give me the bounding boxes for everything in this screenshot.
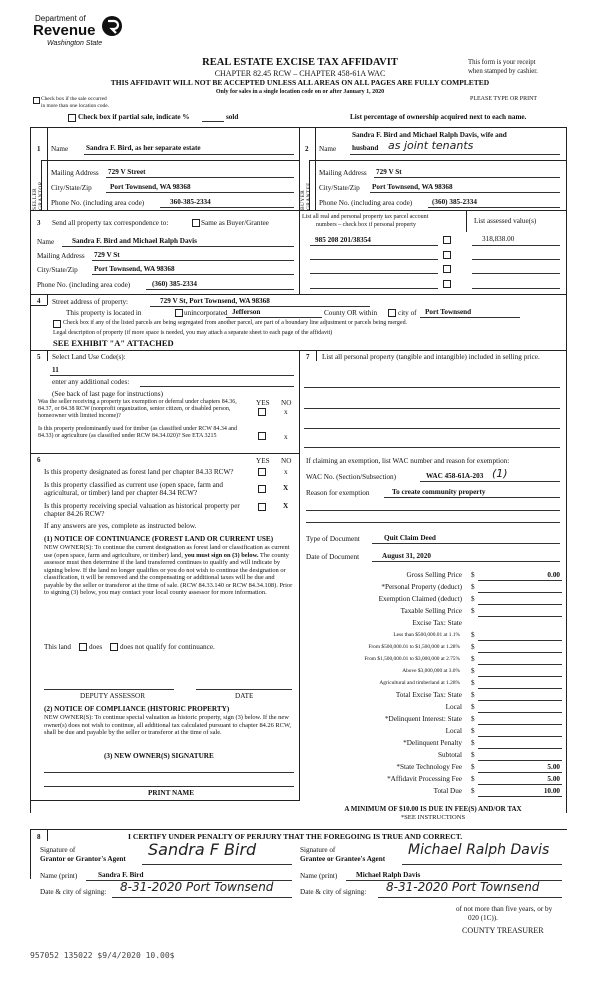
total-due-label: Total Due xyxy=(433,787,462,795)
county-label: County OR within xyxy=(324,309,378,317)
assessor-date-line xyxy=(196,689,292,690)
land-use-no-header: NO xyxy=(281,399,292,407)
unincorporated-checkbox[interactable] xyxy=(175,309,183,317)
parcel-line-3 xyxy=(310,273,438,274)
q2-no-mark: x xyxy=(284,433,288,441)
buyer-phone[interactable]: (360) 385-2334 xyxy=(432,198,477,206)
seller-side-label: SELLER GRANTOR xyxy=(32,181,44,210)
grantor-date-line xyxy=(112,897,292,898)
local-2-label: Local xyxy=(445,727,462,735)
affidavit-fee-label: *Affidavit Processing Fee xyxy=(387,775,462,783)
corr-city[interactable]: Port Townsend, WA 98368 xyxy=(94,265,175,273)
additional-codes-line xyxy=(140,386,294,387)
grantor-sig-label-1: Signature of xyxy=(40,846,76,854)
same-as-buyer-label: Same as Buyer/Grantee xyxy=(201,219,269,227)
delinquent-interest-dollar: $ xyxy=(471,715,475,723)
grantee-date-city-label: Date & city of signing: xyxy=(300,888,367,896)
assessed-line-2 xyxy=(472,259,560,260)
timber-question: Is this property predominantly used for timber (as classified under RCW 84.34 and 84.33) or agriculture (as classified under RCW 84.34.020)? See ETA 3215 xyxy=(38,426,238,440)
taxable-dollar: $ xyxy=(471,607,475,615)
gross-value[interactable]: 0.00 xyxy=(547,571,560,579)
personal-property-label: List all personal property (tangible and intangible) included in selling price. xyxy=(322,353,540,361)
local-dollar: $ xyxy=(471,703,475,711)
section-1-number: 1 xyxy=(37,145,41,153)
parcel-1-checkbox[interactable] xyxy=(443,236,451,244)
certification-statement: I CERTIFY UNDER PENALTY OF PERJURY THAT THE FOREGOING IS TRUE AND CORRECT. xyxy=(128,832,463,841)
form-chapter: CHAPTER 82.45 RCW – CHAPTER 458-61A WAC xyxy=(214,69,386,78)
grantor-signature[interactable]: Sandra F Bird xyxy=(148,840,257,859)
tier-1-label: Less than $500,000.01 at 1.1% xyxy=(393,632,460,638)
grantor-name[interactable]: Sandra F. Bird xyxy=(98,871,144,879)
grantee-name-label: Name (print) xyxy=(300,872,338,880)
buyer-side-label: BUYER GRANTEE xyxy=(300,182,312,210)
sales-only-note: Only for sales in a single location code on or after January 1, 2020 xyxy=(215,89,385,95)
notice1-body xyxy=(44,544,294,597)
forest-question: Is this property designated as forest land per chapter 84.33 RCW? xyxy=(44,468,234,476)
corr-phone-line xyxy=(146,289,294,290)
doc-type[interactable]: Quit Claim Deed xyxy=(384,534,436,542)
wac-number[interactable]: WAC 458-61A-203 xyxy=(426,472,484,480)
parcel-2-checkbox[interactable] xyxy=(443,251,451,259)
section-8-number: 8 xyxy=(37,833,41,841)
personal-deduct-label: *Personal Property (deduct) xyxy=(381,583,462,591)
seller-phone-label: Phone No. (including area code) xyxy=(51,199,145,207)
land-use-yes-header: YES xyxy=(256,399,270,407)
seller-name-line xyxy=(84,154,294,155)
dor-logo xyxy=(33,13,133,53)
buyer-box-divider xyxy=(315,128,316,210)
new-owner-signature-label: (3) NEW OWNER(S) SIGNATURE xyxy=(104,752,214,760)
buyer-city[interactable]: Port Townsend, WA 98368 xyxy=(372,183,453,191)
grantee-sig-line xyxy=(402,864,562,865)
reason-line xyxy=(384,497,560,498)
street-label: Street address of property: xyxy=(52,298,129,306)
new-owner-sig-line xyxy=(44,772,294,773)
affidavit-fee-line xyxy=(478,784,562,785)
assessed-line-3 xyxy=(472,273,560,274)
land-use-code-line xyxy=(50,375,294,376)
subtotal-line xyxy=(478,760,562,761)
corr-name-label: Name xyxy=(37,238,55,246)
s6-no-header: NO xyxy=(281,457,292,465)
corr-city-line xyxy=(92,274,294,275)
affidavit-fee-dollar: $ xyxy=(471,775,475,783)
tier-5-label: Agricultural and timberland at 1.28% xyxy=(379,680,460,686)
s6-yes-header: YES xyxy=(256,457,270,465)
tier-3-dollar: $ xyxy=(471,655,475,663)
current-use-question: Is this property classified as current use (open space, farm and agricultural, or timber) land per chapter 84.34 RCW? xyxy=(44,481,224,498)
notice2-title: (2) NOTICE OF COMPLIANCE (HISTORIC PROPERTY) xyxy=(44,705,230,713)
grantor-sig-label-2: Grantor or Grantor's Agent xyxy=(40,855,126,863)
additional-codes-label: enter any additional codes: xyxy=(52,378,130,386)
buyer-city-line xyxy=(370,192,560,193)
located-label: This property is located in xyxy=(66,309,142,317)
local-label: Local xyxy=(445,703,462,711)
personal-line-3 xyxy=(304,428,560,429)
q1-no-mark: x xyxy=(284,408,288,416)
grantee-date-line xyxy=(378,897,562,898)
section-7-divider xyxy=(316,350,317,361)
section-2-number: 2 xyxy=(305,145,309,153)
correspondence-label: Send all property tax correspondence to: xyxy=(52,219,169,227)
historic-no-mark: X xyxy=(283,502,289,510)
total-due-line xyxy=(478,796,562,797)
q1-yes-checkbox[interactable] xyxy=(258,408,266,416)
seller-phone-line xyxy=(160,207,294,208)
parcel-4-checkbox[interactable] xyxy=(443,280,451,288)
section-4-num-bottom xyxy=(30,305,47,306)
notice1-body-part1: NEW OWNER(S): To continue the current designation as forest land or classification as current use (open space, farm and agriculture, or timber) land, xyxy=(44,544,290,559)
assessor-sig-line xyxy=(44,689,174,690)
buyer-mailing[interactable]: 729 V St xyxy=(376,168,402,176)
total-excise-label: Total Excise Tax: State xyxy=(395,691,462,699)
section-5-number: 5 xyxy=(37,353,41,361)
minimum-note: A MINIMUM OF $10.00 IS DUE IN FEE(S) AND/OR TAX xyxy=(344,805,522,813)
segregated-checkbox[interactable] xyxy=(53,320,61,328)
seller-mailing-line xyxy=(106,177,294,178)
tier-1-dollar: $ xyxy=(471,631,475,639)
parcel-header-1: List all real and personal property tax parcel account xyxy=(302,214,429,220)
doc-type-line xyxy=(372,543,560,544)
please-type-note: PLEASE TYPE OR PRINT xyxy=(470,96,538,102)
see-instructions-note: *SEE INSTRUCTIONS xyxy=(400,814,466,821)
local-2-line xyxy=(478,736,562,737)
corr-mailing[interactable]: 729 V St xyxy=(94,251,120,259)
exemption-question: Was the seller receiving a property tax exemption or deferral under chapters 84.36, 84.37, or 84.38 RCW (nonprofit organization, senior citizen, or disabled person, homeowner with limited income)? xyxy=(38,399,237,420)
form-title: REAL ESTATE EXCISE TAX AFFIDAVIT xyxy=(202,57,398,68)
notice1-bold: you must sign on (3) below. xyxy=(184,551,259,559)
does-label: does xyxy=(89,643,103,651)
subtotal-label: Subtotal xyxy=(438,751,462,759)
seller-box-divider xyxy=(47,128,48,210)
seller-mailing-label: Mailing Address xyxy=(51,169,99,177)
section-12-bottom xyxy=(30,210,567,211)
excise-state-label: Excise Tax: State xyxy=(412,619,462,627)
buyer-name-line2[interactable]: husband xyxy=(352,144,379,152)
section-8-top xyxy=(30,829,567,830)
grantee-sig-label-2: Grantee or Grantee's Agent xyxy=(300,855,386,863)
assessed-header: List assessed value(s) xyxy=(474,217,537,225)
section-5-divider xyxy=(47,350,48,361)
seller-name[interactable]: Sandra F. Bird, as her separate estate xyxy=(86,144,201,152)
personal-line-2 xyxy=(304,408,560,409)
assessed-line-1 xyxy=(472,245,560,246)
corr-name[interactable]: Sandra F. Bird and Michael Ralph Davis xyxy=(72,237,197,245)
delinquent-interest-label: *Delinquent Interest: State xyxy=(384,715,462,723)
street-line xyxy=(150,306,370,307)
doc-date-line xyxy=(372,561,560,562)
print-name-label: PRINT NAME xyxy=(148,789,194,797)
grantee-name[interactable]: Michael Ralph Davis xyxy=(356,871,421,879)
land-does-checkbox[interactable] xyxy=(79,643,87,651)
receipt-stamp-line: 957052 135022 $9/4/2020 10.00$ xyxy=(30,951,175,960)
grantee-date-city[interactable]: 8-31-2020 Port Townsend xyxy=(386,880,540,894)
subtotal-dollar: $ xyxy=(471,751,475,759)
corr-mailing-label: Mailing Address xyxy=(37,252,85,260)
assessed-value[interactable]: 318,838.00 xyxy=(482,235,515,243)
legal-note: Legal description of property (if more space is needed, you may attach a separate sheet to each page of the affidavit) xyxy=(53,330,333,336)
forest-no-mark: x xyxy=(284,468,288,476)
section-3-number: 3 xyxy=(37,219,41,227)
buyer-city-label: City/State/Zip xyxy=(319,184,360,192)
tier-1-line xyxy=(478,640,562,641)
historic-question: Is this property receiving special valuation as historical property per chapter 84.26 RCW? xyxy=(44,502,240,519)
total-excise-line xyxy=(478,700,562,701)
seller-name-label: Name xyxy=(51,145,69,153)
section-7-number: 7 xyxy=(306,353,310,361)
reason-line-2 xyxy=(306,510,560,511)
buyer-mailing-label: Mailing Address xyxy=(319,169,367,177)
total-excise-dollar: $ xyxy=(471,691,475,699)
print-name-line xyxy=(44,786,294,787)
q2-yes-checkbox[interactable] xyxy=(258,432,266,440)
section-5-bottom xyxy=(30,453,300,454)
delinquent-penalty-label: *Delinquent Penalty xyxy=(403,739,462,747)
street-address[interactable]: 729 V St, Port Townsend, WA 98368 xyxy=(160,297,270,305)
reason-label: Reason for exemption xyxy=(306,489,370,497)
buyer-name-label: Name xyxy=(319,145,337,153)
doc-type-label: Type of Document xyxy=(306,535,360,543)
city-of-label: city of xyxy=(398,309,417,317)
corr-mailing-line xyxy=(92,260,294,261)
wac-line xyxy=(420,481,560,482)
corr-phone-label: Phone No. (including area code) xyxy=(37,281,131,289)
current-use-yes-checkbox[interactable] xyxy=(258,485,266,493)
buyer-name-line xyxy=(350,154,560,155)
logo-revenue: Revenue xyxy=(33,22,96,39)
parcel-header-2: numbers – check box if personal property xyxy=(316,222,416,228)
same-as-buyer-checkbox[interactable] xyxy=(192,219,200,227)
personal-deduct-line xyxy=(478,592,562,593)
form-warning: THIS AFFIDAVIT WILL NOT BE ACCEPTED UNLESS ALL AREAS ON ALL PAGES ARE FULLY COMPLETED xyxy=(110,78,490,87)
seller-phone[interactable]: 360-385-2334 xyxy=(170,198,211,206)
section-8-divider xyxy=(47,829,48,841)
partial-sale-checkbox[interactable] xyxy=(68,114,76,122)
parcel-line-1 xyxy=(310,245,438,246)
gross-line xyxy=(478,580,562,581)
corr-city-label: City/State/Zip xyxy=(37,266,78,274)
tier-4-line xyxy=(478,676,562,677)
section-3-bottom xyxy=(30,294,567,295)
wac-label: WAC No. (Section/Subsection) xyxy=(306,473,397,481)
segregated-note: Check box if any of the listed parcels are being segregated from another parcel, are part of a boundary line adjustment or parcels being merged. xyxy=(63,320,408,326)
receipt-note-1: This form is your receipt xyxy=(468,59,536,66)
grantor-name-label: Name (print) xyxy=(40,872,78,880)
seller-name-sep xyxy=(41,160,299,161)
county-treasurer-label: COUNTY TREASURER xyxy=(462,926,544,935)
logo-state: Washington State xyxy=(47,40,103,47)
partial-percent-line xyxy=(202,121,224,122)
section-4-divider xyxy=(47,294,48,305)
tech-fee-value[interactable]: 5.00 xyxy=(547,763,560,771)
multi-location-checkbox[interactable] xyxy=(33,97,40,104)
buyer-phone-label: Phone No. (including area code) xyxy=(319,199,413,207)
parcel-header-divider xyxy=(466,210,467,232)
frame-right xyxy=(566,127,567,813)
forest-yes-checkbox[interactable] xyxy=(258,468,266,476)
washington-logo-icon xyxy=(101,15,123,37)
delinquent-penalty-dollar: $ xyxy=(471,739,475,747)
total-due-value[interactable]: 10.00 xyxy=(543,787,560,795)
receipt-note-2: when stamped by cashier. xyxy=(468,68,538,75)
section-8-left xyxy=(30,829,31,879)
notice1-body-part2: The county assessor must then determine if the land transferred continues to qualify and will indicate by signing below. If the land no longer qualifies or you do not wish to continue the designation or classification, it will be removed and the compensating or additional taxes will be due and payable by the seller or transferor at the time of sale. (RCW 84.33.140 or RCW 84.34.108). Prior to signing (3) below, you may contact your local county assessor for more information. xyxy=(44,551,293,597)
seller-mailing[interactable]: 729 V Street xyxy=(108,168,146,176)
tech-fee-line xyxy=(478,772,562,773)
taxable-label: Taxable Selling Price xyxy=(400,607,462,615)
tech-fee-label: *State Technology Fee xyxy=(396,763,462,771)
doc-date[interactable]: August 31, 2020 xyxy=(382,552,431,560)
sold-label: sold xyxy=(226,113,239,121)
assessor-date-label: DATE xyxy=(235,692,254,700)
grantor-date-city[interactable]: 8-31-2020 Port Townsend xyxy=(120,880,274,894)
buyer-name-line1[interactable]: Sandra F. Bird and Michael Ralph Davis, wife and xyxy=(352,131,507,139)
personal-line-4 xyxy=(304,447,560,448)
grantor-date-city-label: Date & city of signing: xyxy=(40,888,107,896)
historic-yes-checkbox[interactable] xyxy=(258,503,266,511)
grantee-sig-label-1: Signature of xyxy=(300,846,336,854)
current-use-no-mark: X xyxy=(283,484,289,492)
personal-line-1 xyxy=(304,387,560,388)
tier-4-label: Above $3,000,000 at 3.0% xyxy=(402,668,460,674)
land-use-code[interactable]: 11 xyxy=(52,366,59,374)
frame-left xyxy=(30,127,31,813)
parcel-line-2 xyxy=(310,259,438,260)
seller-city-line xyxy=(106,192,294,193)
section-6-bottom xyxy=(30,800,300,801)
section-6-number: 6 xyxy=(37,456,41,464)
buyer-name-handwritten: as joint tenants xyxy=(388,139,474,152)
see-back-note: (See back of last page for instructions) xyxy=(52,390,163,398)
parcel-3-checkbox[interactable] xyxy=(443,265,451,273)
notice2-body: NEW OWNER(S): To continue special valuation as historic property, sign (3) below. If the new owner(s) does not wish to continue, all additional tax calculated pursuant to chapter 84.26 RCW, shall be due and payable by the seller or transferor at the time of sale. xyxy=(44,714,291,737)
corr-name-line xyxy=(62,246,294,247)
personal-deduct-dollar: $ xyxy=(471,583,475,591)
parcel-number[interactable]: 985 208 201/38354 xyxy=(315,236,371,244)
ownership-note: List percentage of ownership acquired next to each name. xyxy=(350,113,527,121)
total-due-dollar: $ xyxy=(471,787,475,795)
grantor-sig-line xyxy=(142,864,292,865)
tier-2-line xyxy=(478,652,562,653)
land-use-label: Select Land Use Code(s): xyxy=(52,353,126,361)
exemption-deduct-dollar: $ xyxy=(471,595,475,603)
tier-5-dollar: $ xyxy=(471,679,475,687)
wac-handwritten: (1) xyxy=(492,467,508,480)
notice1-title: (1) NOTICE OF CONTINUANCE (FOREST LAND OR CURRENT USE) xyxy=(44,535,274,543)
local-2-dollar: $ xyxy=(471,727,475,735)
property-city[interactable]: Port Townsend xyxy=(425,308,472,316)
exemption-claim-label: If claiming an exemption, list WAC number and reason for exemption: xyxy=(306,457,510,465)
doc-date-label: Date of Document xyxy=(306,553,360,561)
delinquent-penalty-line xyxy=(478,748,562,749)
any-yes-note: If any answers are yes, complete as instructed below. xyxy=(44,522,197,530)
land-does-not-checkbox[interactable] xyxy=(110,643,118,651)
exemption-reason[interactable]: To create community property xyxy=(392,488,486,496)
corr-phone[interactable]: (360) 385-2334 xyxy=(152,280,197,288)
delinquent-interest-line xyxy=(478,724,562,725)
perjury-note-2: 020 (1C)). xyxy=(468,914,498,922)
county-line xyxy=(226,317,322,318)
logo-dept-line: Department of xyxy=(35,14,86,23)
deputy-assessor-label: DEPUTY ASSESSOR xyxy=(80,692,146,700)
tier-2-dollar: $ xyxy=(471,643,475,651)
parcel-line-4 xyxy=(310,288,438,289)
reason-line-3 xyxy=(306,522,560,523)
tier-3-line xyxy=(478,664,562,665)
multi-location-label-2: in more than one location code. xyxy=(41,103,109,109)
gross-label: Gross Selling Price xyxy=(406,571,462,579)
multi-location-label-1: Check box if the sale occurred xyxy=(41,96,107,102)
tier-2-label: From $500,000.01 to $1,500,000 at 1.28% xyxy=(368,644,460,650)
does-not-label: does not qualify for continuance. xyxy=(120,643,215,651)
local-line xyxy=(478,712,562,713)
tech-fee-dollar: $ xyxy=(471,763,475,771)
buyer-phone-line xyxy=(428,207,560,208)
section-4-number: 4 xyxy=(37,297,41,305)
grantee-signature[interactable]: Michael Ralph Davis xyxy=(408,842,550,858)
buyer-mailing-line xyxy=(374,177,560,178)
partial-sale-label: Check box if partial sale, indicate % xyxy=(78,113,190,121)
assessed-line-4 xyxy=(472,288,560,289)
affidavit-fee-value[interactable]: 5.00 xyxy=(547,775,560,783)
seller-city-label: City/State/Zip xyxy=(51,184,92,192)
exhibit-a: SEE EXHIBIT "A" ATTACHED xyxy=(53,338,174,348)
gross-dollar: $ xyxy=(471,571,475,579)
unincorporated-label: unincorporated xyxy=(184,309,228,317)
tier-5-line xyxy=(478,688,562,689)
city-line xyxy=(420,317,520,318)
this-land-label: This land xyxy=(44,643,71,651)
seller-city[interactable]: Port Townsend, WA 98368 xyxy=(110,183,191,191)
buyer-name-sep xyxy=(309,160,566,161)
perjury-note-1: of not more than five years, or by xyxy=(456,905,553,913)
city-checkbox[interactable] xyxy=(388,309,396,317)
exemption-deduct-line xyxy=(478,604,562,605)
tier-3-label: From $1,500,000.01 to $3,000,000 at 2.75% xyxy=(364,656,460,662)
exemption-deduct-label: Exemption Claimed (deduct) xyxy=(378,595,462,603)
tier-4-dollar: $ xyxy=(471,667,475,675)
taxable-line xyxy=(478,616,562,617)
county-name[interactable]: Jefferson xyxy=(232,308,261,316)
